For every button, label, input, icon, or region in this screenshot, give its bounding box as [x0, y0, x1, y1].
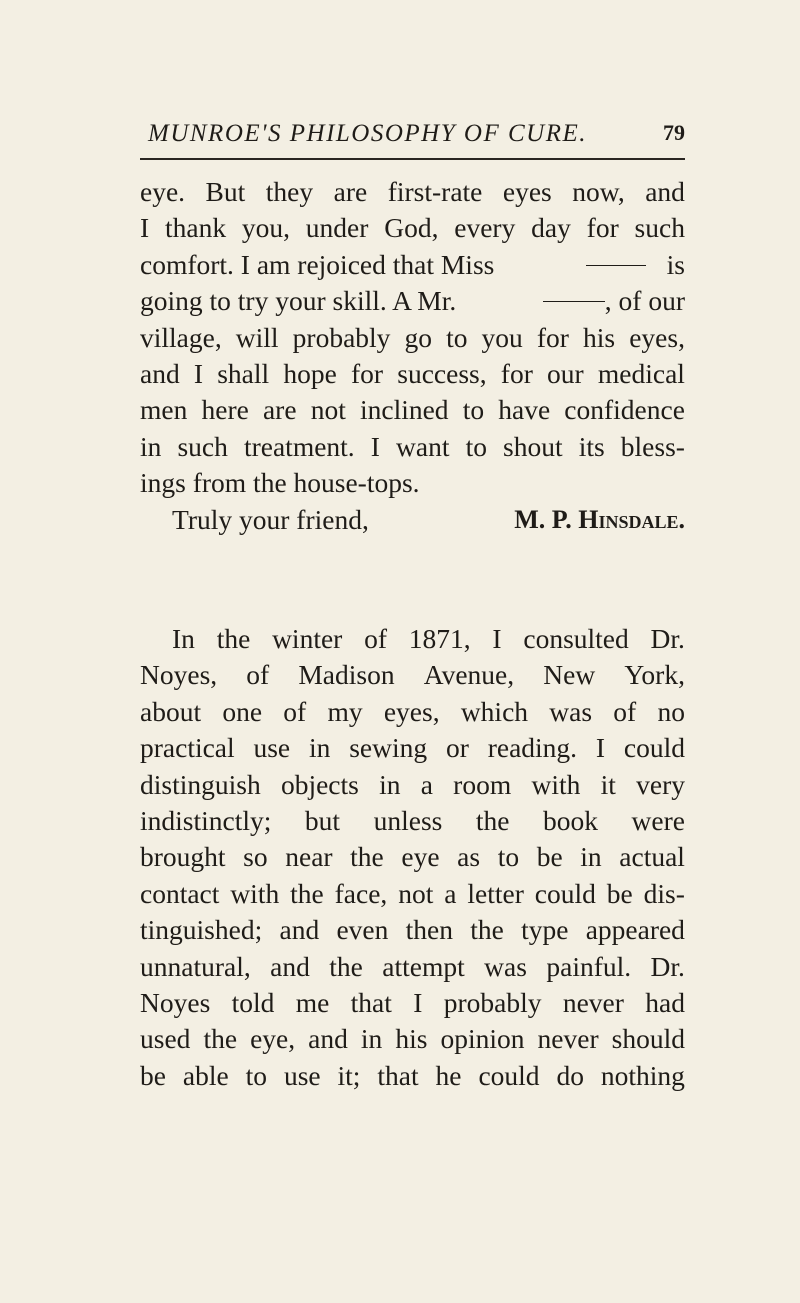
text-line: practical use in sewing or reading. I could [140, 732, 685, 764]
blank-dash [586, 265, 646, 266]
text-line: men here are not inclined to have confidence [140, 394, 685, 426]
text-line: tinguished; and even then the type appeared [140, 914, 685, 946]
text-fragment: , of our [604, 285, 685, 317]
text-line: eye. But they are first-rate eyes now, and [140, 176, 685, 207]
text-line: contact with the face, not a letter could be dis- [140, 877, 685, 909]
letter-signoff [140, 502, 685, 538]
text-fragment-group [543, 283, 685, 319]
running-head [140, 114, 685, 160]
text-line: used the eye, and in his opinion never should [140, 1023, 685, 1055]
text-line: unnatural, and the attempt was painful. Dr. [140, 950, 685, 982]
text-line: in such treatment. I want to shout its bless- [140, 430, 685, 462]
text-line: distinguish objects in a room with it very [140, 768, 685, 800]
text-line: brought so near the eye as to be in actual [140, 841, 685, 873]
text-line: Noyes told me that I probably never had [140, 986, 685, 1018]
text-line: I thank you, under God, every day for such [140, 212, 685, 244]
body-paragraph [140, 621, 685, 1094]
text-line: In the winter of 1871, I consulted Dr. [172, 623, 685, 654]
text-line: village, will probably go to you for his eyes, [140, 321, 685, 353]
text-line [140, 283, 685, 319]
signature: M. P. Hinsdale. [514, 504, 685, 534]
text-fragment: is [666, 248, 685, 280]
text-fragment: comfort. I am rejoiced that Miss [140, 248, 495, 280]
text-line: about one of my eyes, which was of no [140, 695, 685, 727]
running-title: MUNROE'S PHILOSOPHY OF CURE. [148, 120, 587, 147]
text-line [140, 247, 685, 283]
closing: Truly your friend, [172, 503, 369, 535]
letter-excerpt [140, 174, 685, 538]
text-fragment-group [586, 247, 685, 283]
text-line: and I shall hope for success, for our medical [140, 357, 685, 389]
text-line: Noyes, of Madison Avenue, New York, [140, 659, 685, 691]
text-line: be able to use it; that he could do nothing [140, 1059, 685, 1091]
text-fragment: going to try your skill. A Mr. [140, 285, 457, 317]
blank-dash [543, 301, 605, 302]
text-line: indistinctly; but unless the book were [140, 804, 685, 836]
text-line: ings from the house-tops. [140, 467, 420, 499]
page-number: 79 [663, 120, 685, 145]
